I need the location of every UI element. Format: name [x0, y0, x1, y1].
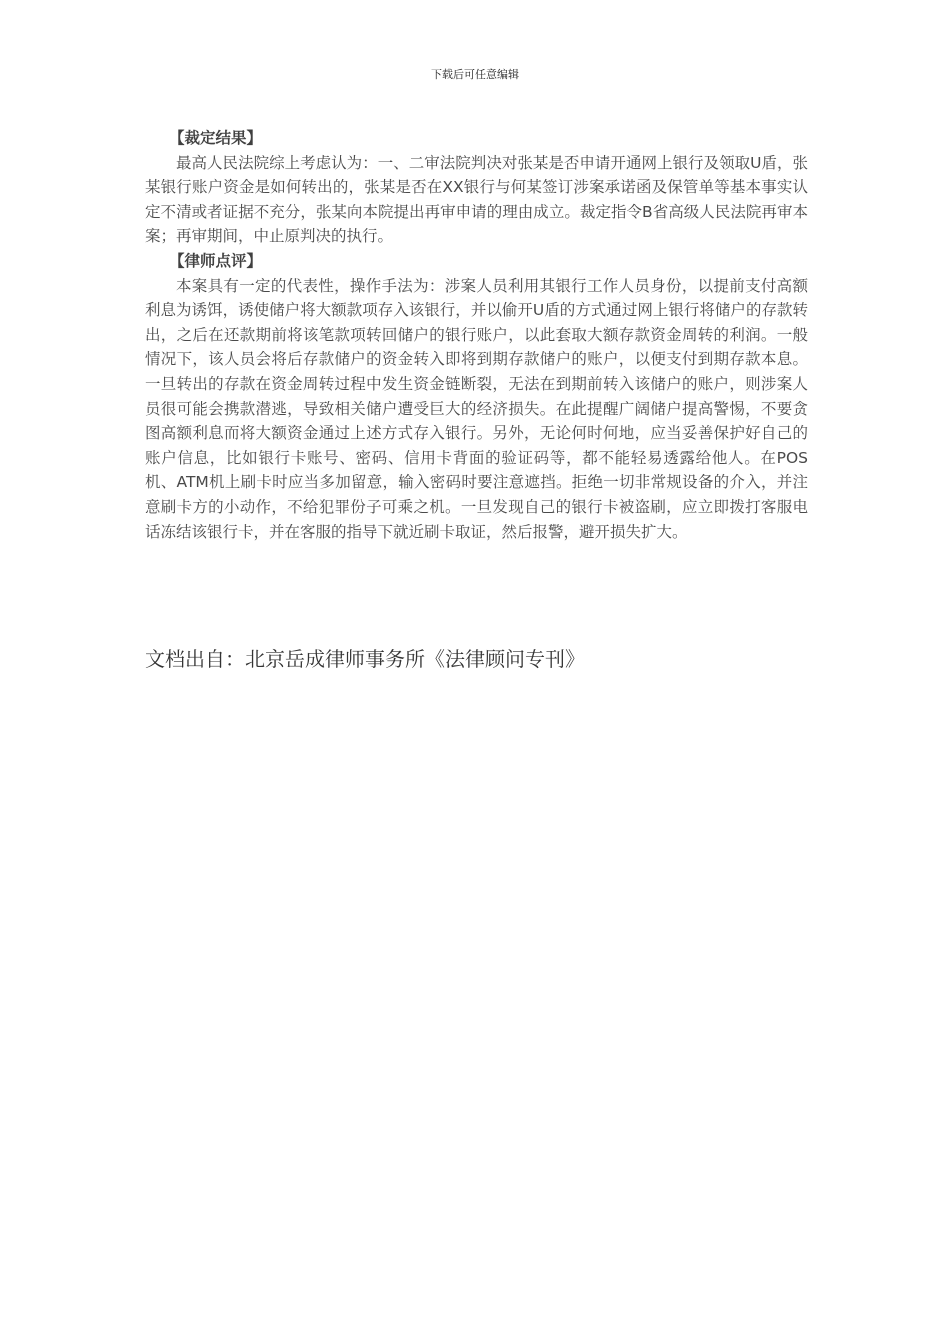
page-header: 下载后可任意编辑 [431, 68, 519, 81]
paragraph-ruling: 最高人民法院综上考虑认为：一、二审法院判决对张某是否申请开通网上银行及领取U盾，张某银行账户资金是如何转出的，张某是否在XX银行与何某签订涉案承诺函及保管单等基本事实认定不清或者证据不充分，张某向本院提出再审申请的理由成立。裁定指令B省高级人民法院再审本案；再审期间，中止原判决的执行。 [145, 153, 808, 246]
section-heading-lawyer-comment: 【律师点评】 [169, 251, 263, 270]
section-heading-ruling: 【裁定结果】 [169, 129, 263, 147]
paragraph-lawyer-comment: 本案具有一定的代表性，操作手法为：涉案人员利用其银行工作人员身份，以提前支付高额利息为诱饵，诱使储户将大额款项存入该银行，并以偷开U盾的方式通过网上银行将储户的存款转出，之后在还款期前将该笔款项转回储户的银行账户，以此套取大额存款资金周转的利润。一般情况下，该人员会将后存款储户的资金转入即将到期存款储户的账户，以便支付到期存款本息。一旦转出的存款在资金周转过程中发生资金链断裂，无法在到期前转入该储户的账户，则涉案人员很可能会携款潜逃，导致相关储户遭受巨大的经济损失。在此提醒广阔储户提高警惕，不要贪图高额利息而将大额资金通过上述方式存入银行。另外，无论何时何地，应当妥善保护好自己的账户信息，比如银行卡账号、密码、信用卡背面的验证码等，都不能轻易透露给他人。在POS机、ATM机上刷卡时应当多加留意，输入密码时要注意遮挡。拒绝一切非常规设备的介入，并注意刷卡方的小动作，不给犯罪份子可乘之机。一旦发现自己的银行卡被盗刷，应立即拨打客服电话冻结该银行卡，并在客服的指导下就近刷卡取证，然后报警，避开损失扩大。 [145, 276, 808, 541]
document-source: 文档出自：北京岳成律师事务所《法律顾问专刊》 [145, 647, 585, 671]
document-body [145, 126, 808, 544]
